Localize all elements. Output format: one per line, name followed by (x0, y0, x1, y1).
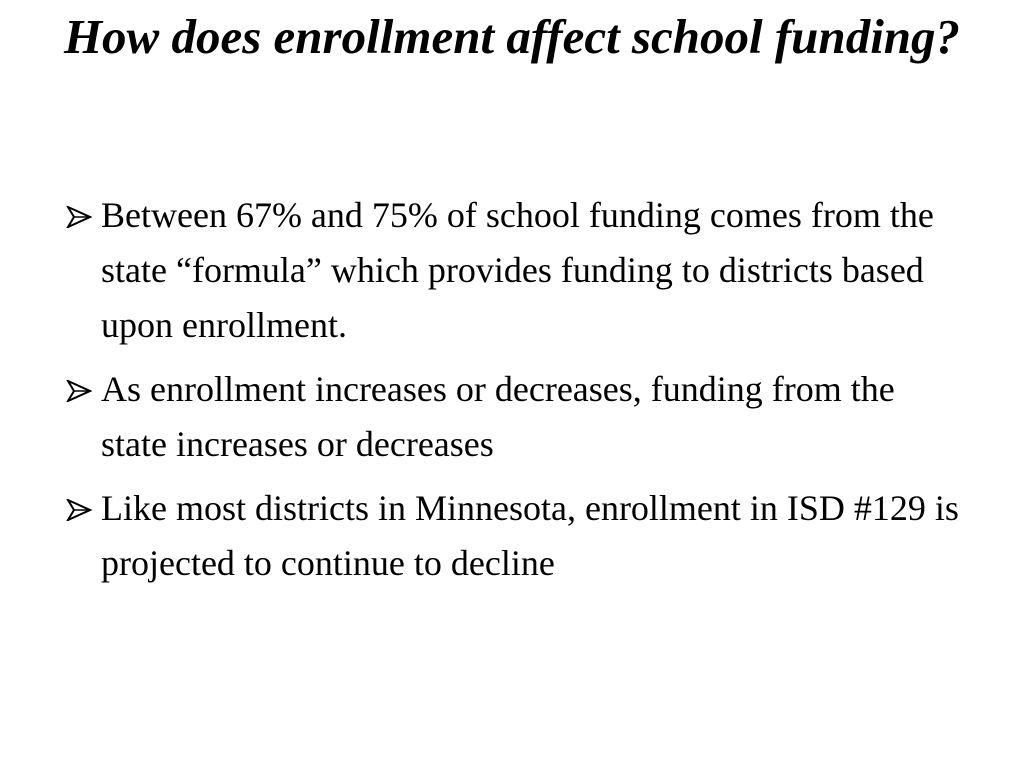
bullet-text: Between 67% and 75% of school funding comes from the state “formula” which provides funding to districts based upon enrollment. (101, 195, 934, 345)
bullet-text: Like most districts in Minnesota, enrollment in ISD #129 is projected to continue to decline (101, 488, 959, 583)
arrowhead-bullet-icon (66, 380, 92, 402)
bullet-item (66, 362, 966, 472)
bullet-item (66, 188, 966, 353)
slide-title: How does enrollment affect school funding? (63, 9, 961, 64)
bullet-text: As enrollment increases or decreases, funding from the state increases or decreases (101, 369, 895, 464)
bullet-item (66, 481, 966, 591)
bullet-list (66, 188, 966, 600)
arrowhead-bullet-icon (66, 499, 92, 521)
arrowhead-bullet-icon (66, 206, 92, 228)
